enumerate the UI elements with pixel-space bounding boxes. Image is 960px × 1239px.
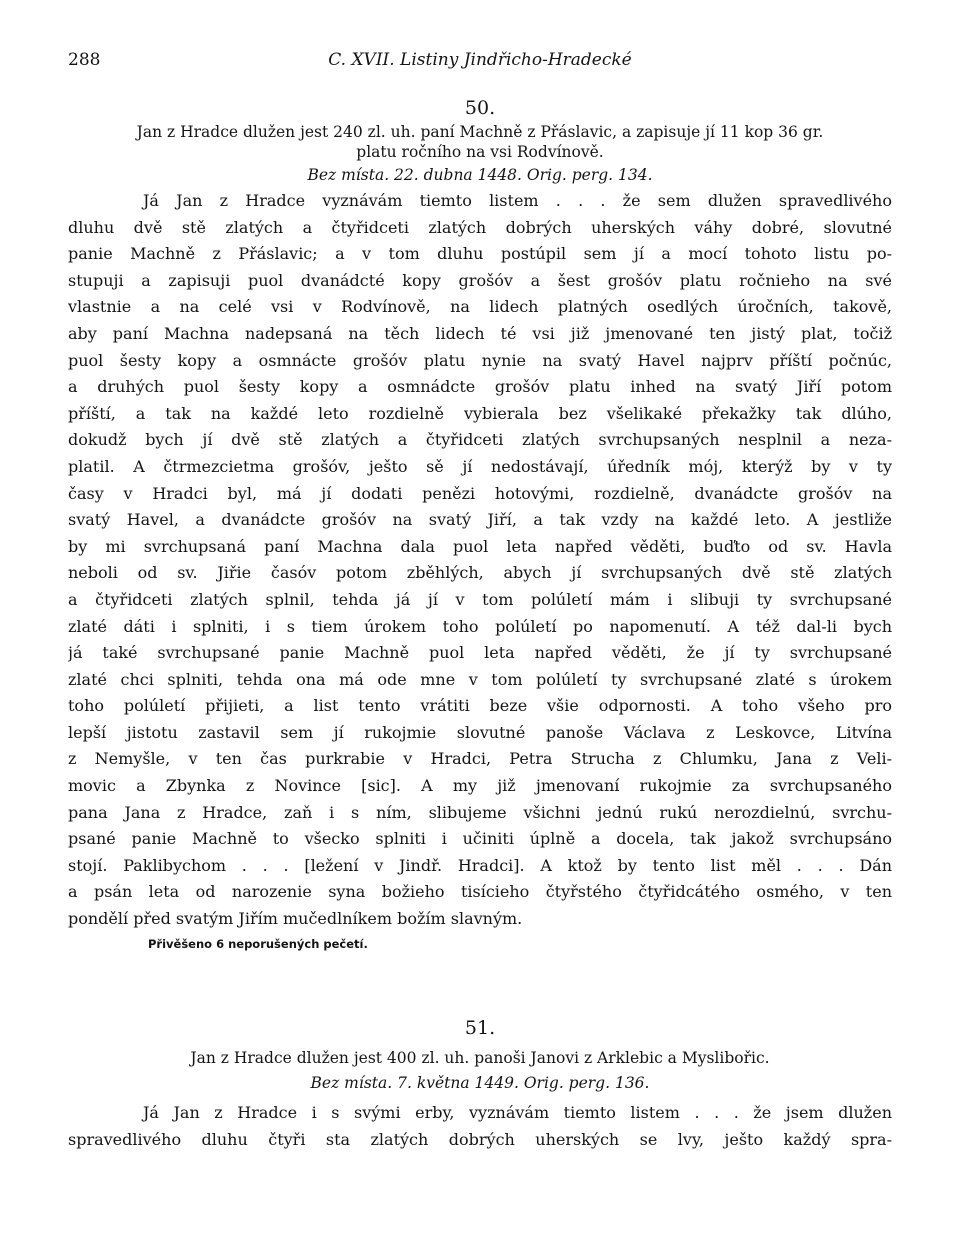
text-line: časy v Hradci byl, má jí dodati penězi hotovými, rozdielně, dvanádcte grošóv na [68, 483, 892, 503]
text-line: by mi svrchupsaná paní Machna dala puol leta napřed věděti, buďto od sv. Havla [68, 536, 892, 556]
running-title: C. XVII. Listiny Jindřicho-Hradecké [328, 50, 632, 70]
text-line: dokudž bych jí dvě stě zlatých a čtyřidceti zlatých svrchupsaných nesplnil a neza- [68, 430, 892, 450]
text-line: Já Jan z Hradce i s svými erby, vyznávám tiemto listem . . . že jsem dlužen [143, 1103, 892, 1122]
text-line: stupuji a zapisuji puol dvanádcté kopy grošóv a šest grošóv platu ročnieho na své [68, 270, 892, 290]
text-line: pondělí před svatým Jiřím mučedlníkem božím slavným. [68, 909, 523, 929]
source-citation: Bez místa. 7. května 1449. Orig. perg. 136. [310, 1074, 650, 1092]
seal-note: Přivěšeno 6 neporušených pečetí. [148, 936, 368, 951]
text-line: spravedlivého dluhu čtyři sta zlatých dobrých uherských se lvy, ješto každý spra- [68, 1129, 892, 1149]
text-line: zlaté chci splniti, tehda ona má ode mne v tom polúletí ty svrchupsané zlaté s úrokem [68, 669, 892, 689]
document-body [68, 1100, 892, 1153]
text-line: vlastnie a na celé vsi v Rodvínově, na lidech platných osedlých úročních, takově, [68, 297, 892, 317]
document-number: 50. [464, 97, 496, 119]
text-line: lepší jistotu zastavil sem jí rukojmie slovutné panoše Václava z Leskovce, Litvína [68, 722, 892, 742]
text-line: panie Machně z Přáslavic; a v tom dluhu postúpil sem jí a mocí tohoto listu po- [68, 244, 892, 264]
regest-line: Jan z Hradce dlužen jest 400 zl. uh. panoši Janovi z Arklebic a Myslibořic. [190, 1049, 770, 1067]
document-body [68, 188, 892, 933]
text-line: psané panie Machně to všecko splniti i učiniti úplně a docela, tak jakož svrchupsáno [68, 829, 892, 849]
text-line: já také svrchupsané panie Machně puol leta napřed věděti, že jí ty svrchupsané [68, 643, 892, 663]
text-line: svatý Havel, a dvanádcte grošóv na svatý Jiří, a tak vzdy na každé leto. A jestliže [68, 510, 892, 530]
text-line: platil. A čtrmezcietma grošóv, ješto sě jí nedostávají, úředník mój, kterýž by v ty [68, 456, 892, 476]
text-line: příští, a tak na každé leto rozdielně vybierala bez všelikaké překažky tak dlúho, [68, 403, 892, 423]
text-line: dluhu dvě stě zlatých a čtyřidceti zlatých dobrých uherských váhy dobré, slovutné [68, 217, 892, 237]
text-line: Já Jan z Hradce vyznávám tiemto listem . . . že sem dlužen spravedlivého [143, 191, 892, 210]
text-line: aby paní Machna nadepsaná na těch lidech té vsi již jmenované ten jistý plat, točiž [68, 323, 892, 343]
text-line: a čtyřidceti zlatých splnil, tehda já jí v tom polúletí mám i slibuji ty svrchupsané [68, 589, 892, 609]
text-line: toho polúletí přijieti, a list tento vrátiti beze všie odpornosti. A toho všeho pro [68, 696, 892, 716]
text-line: pana Jana z Hradce, zaň i s ním, slibujeme všichni jednú rukú nerozdielnú, svrchu- [68, 802, 892, 822]
regest-line: platu ročního na vsi Rodvínově. [356, 143, 604, 161]
document-number: 51. [464, 1017, 496, 1039]
text-line: neboli od sv. Jiřie časóv potom zběhlých, abych jí svrchupsaných dvě stě zlatých [68, 563, 892, 583]
document-regest [68, 1046, 892, 1070]
document-50 [68, 94, 892, 955]
page-number: 288 [68, 50, 101, 70]
text-line: stojí. Paklibychom . . . [ležení v Jindř. Hradci]. A ktož by tento list měl . . . Dán [68, 855, 892, 875]
text-line: z Nemyšle, v ten čas purkrabie v Hradci, Petra Strucha z Chlumku, Jana z Veli- [68, 749, 892, 769]
text-line: a psán leta od narozenie syna božieho tisícieho čtyřstého čtyřidcátého osmého, v ten [68, 882, 892, 902]
text-line: zlaté dáti i splniti, i s tiem úrokem toho polúletí po napomenutí. A též dal-li bych [68, 616, 892, 636]
document-regest [68, 122, 892, 162]
text-line: a druhých puol šesty kopy a osmnádcte grošóv platu inhed na svatý Jiří potom [68, 377, 892, 397]
regest-line: Jan z Hradce dlužen jest 240 zl. uh. paní Machně z Přáslavic, a zapisuje jí 11 kop 36 gr. [136, 123, 824, 141]
source-citation: Bez místa. 22. dubna 1448. Orig. perg. 134. [307, 166, 653, 184]
document-51 [68, 1014, 892, 1153]
running-head [68, 46, 892, 74]
text-line: puol šesty kopy a osmnácte grošóv platu nynie na svatý Havel najprv příští počnúc, [68, 350, 892, 370]
text-line: movic a Zbynka z Novince [sic]. A my již jmenovaní rukojmie za svrchupsaného [68, 776, 892, 796]
